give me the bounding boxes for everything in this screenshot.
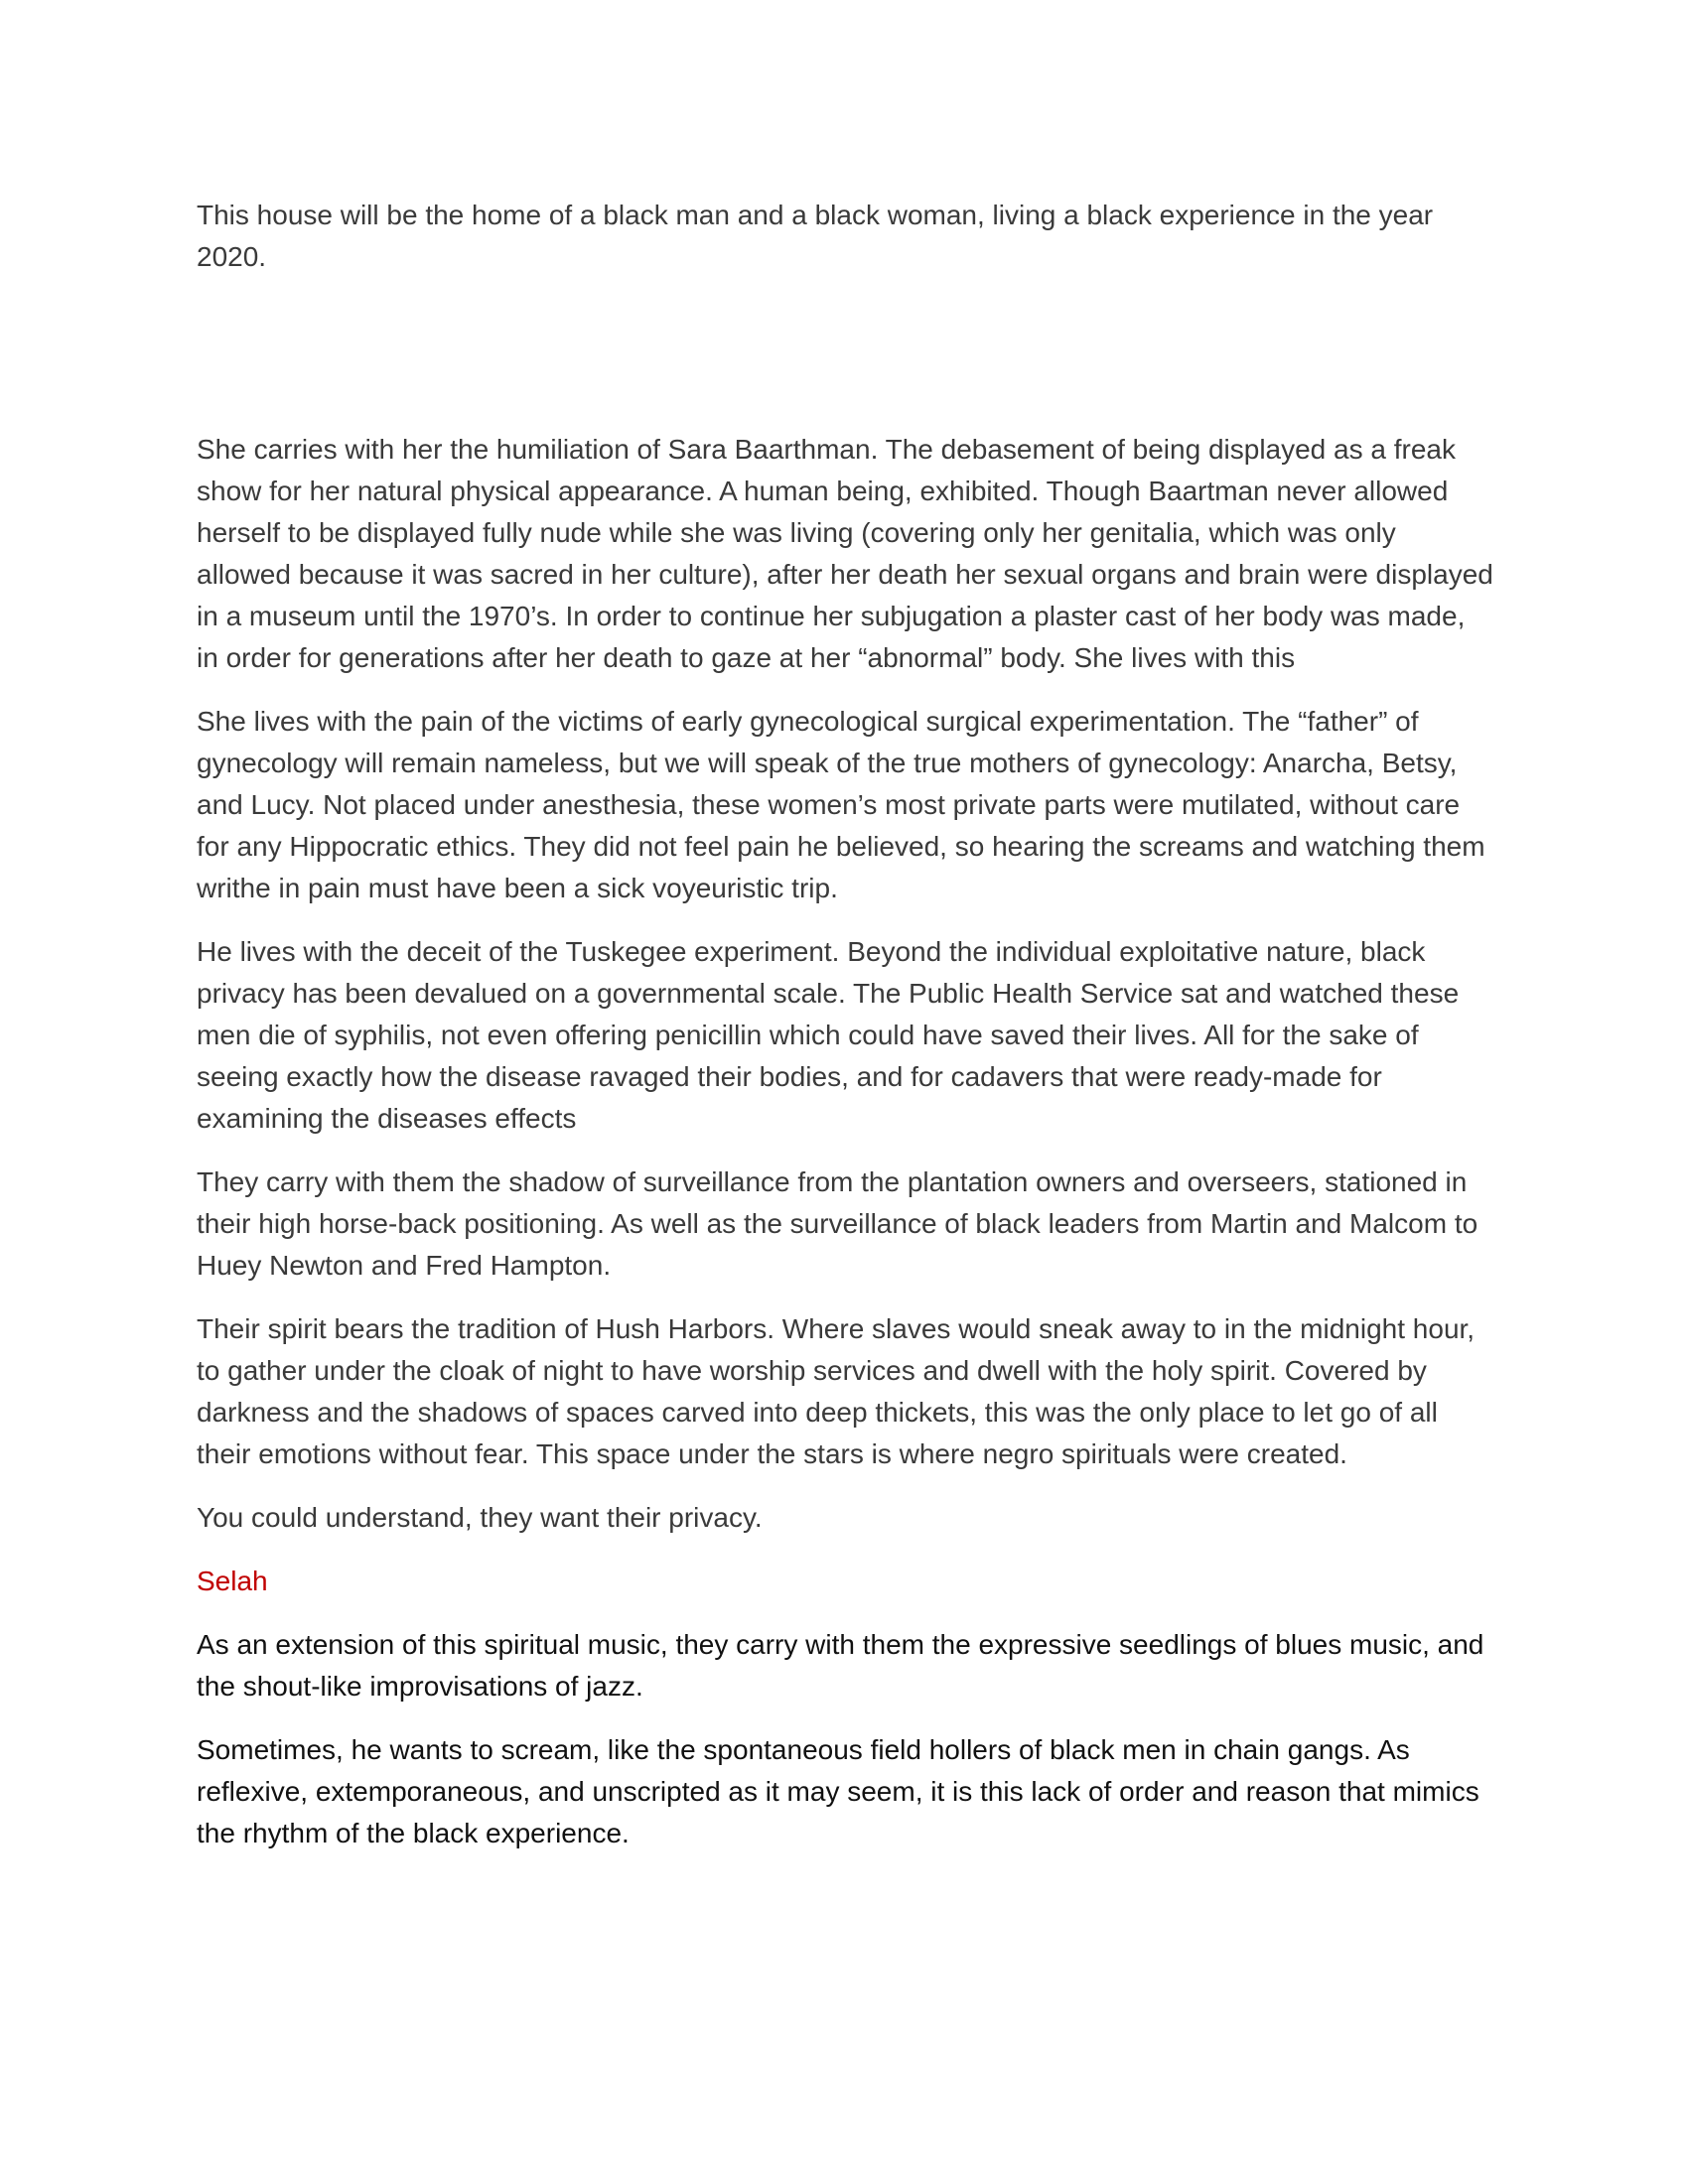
intro-section: [197, 195, 1493, 300]
paragraph-blues-jazz: As an extension of this spiritual music, they carry with them the expressive seedlings of blues music, and the shout-like improvisations of jazz.: [197, 1629, 1484, 1702]
paragraph-baartman: She carries with her the humiliation of Sara Baarthman. The debasement of being displayed as a freak show for her natural physical appearance. A human being, exhibited. Though Baartman never allowed herself to be displayed fully nude while she was living (covering only her genitalia, which was only allowed because it was sacred in her culture), after her death her sexual organs and brain were displayed in a museum until the 1970’s. In order to continue her subjugation a plaster cast of her body was made, in order for generations after her death to gaze at her “abnormal” body. She lives with this: [197, 434, 1493, 673]
intro-paragraph: This house will be the home of a black man and a black woman, living a black experience in the year 2020.: [197, 200, 1434, 272]
selah-heading: Selah: [197, 1566, 268, 1596]
paragraph-privacy: You could understand, they want their privacy.: [197, 1502, 763, 1533]
paragraph-hush-harbors: Their spirit bears the tradition of Hush Harbors. Where slaves would sneak away to in the midnight hour, to gather under the cloak of night to have worship services and dwell with the holy spirit. Covered by darkness and the shadows of spaces carved into deep thickets, this was the only place to let go of all their emotions without fear. This space under the stars is where negro spirituals were created.: [197, 1313, 1476, 1469]
paragraph-surveillance: They carry with them the shadow of surveillance from the plantation owners and overseers, stationed in their high horse-back positioning. As well as the surveillance of black leaders from Martin and Malcom to Huey Newton and Fred Hampton.: [197, 1166, 1478, 1281]
paragraph-gynecology: She lives with the pain of the victims of early gynecological surgical experimentation. The “father” of gynecology will remain nameless, but we will speak of the true mothers of gynecology: Anarcha, Betsy, and Lucy. Not placed under anesthesia, these women’s most private parts were mutilated, without care for any Hippocratic ethics. They did not feel pain he believed, so hearing the screams and watching them writhe in pain must have been a sick voyeuristic trip.: [197, 706, 1485, 903]
paragraph-tuskegee: He lives with the deceit of the Tuskegee experiment. Beyond the individual exploitative nature, black privacy has been devalued on a governmental scale. The Public Health Service sat and watched these men die of syphilis, not even offering penicillin which could have saved their lives. All for the sake of seeing exactly how the disease ravaged their bodies, and for cadavers that were ready-made for examining the diseases effects: [197, 936, 1460, 1134]
paragraph-field-hollers: Sometimes, he wants to scream, like the spontaneous field hollers of black men in chain gangs. As reflexive, extemporaneous, and unscripted as it may seem, it is this lack of order and reason that mimics the rhythm of the black experience.: [197, 1734, 1479, 1848]
body-section: [197, 429, 1493, 1876]
